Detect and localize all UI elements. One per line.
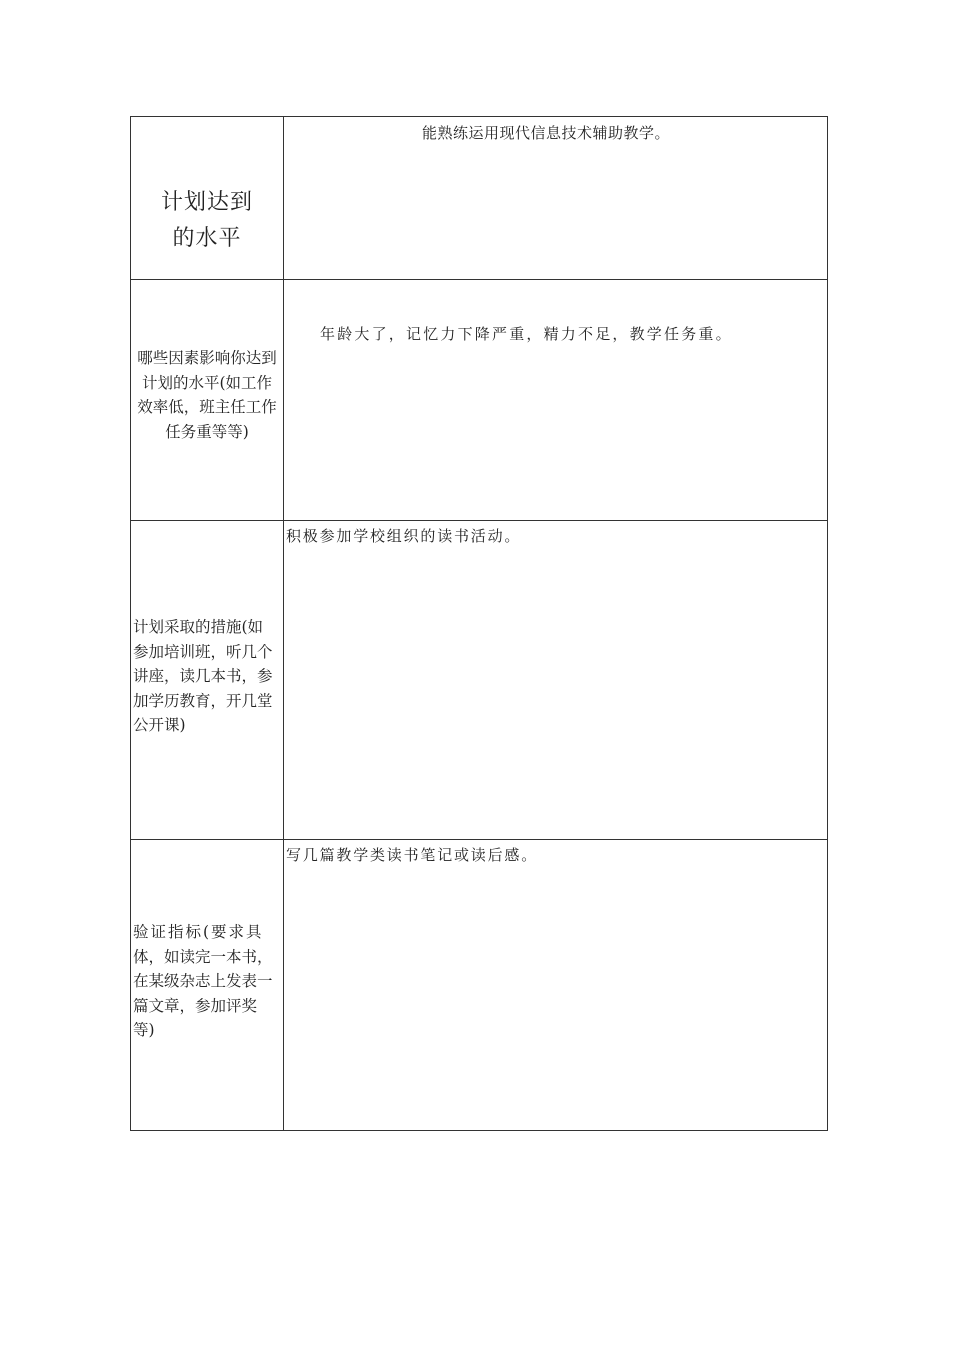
row-label-target-level: [131, 117, 284, 279]
label-line: 的水平: [172, 226, 242, 251]
label-line: 篇文章，参加评奖: [133, 996, 258, 1015]
content-text: 年龄大了，记忆力下降严重，精力不足，教学任务重。: [320, 325, 733, 343]
row-label-influencing-factors: [131, 280, 284, 520]
row-content-target-level: [284, 117, 827, 279]
row-content-influencing-factors: [284, 280, 827, 520]
table-row: [131, 520, 827, 839]
label-line: 哪些因素影响你达到: [137, 349, 277, 367]
label-line: 验证指标(要求具: [133, 923, 264, 941]
label-line: 计划采取的措施(如: [133, 618, 264, 636]
label-line: 任务重等等): [165, 422, 249, 441]
row-label-verification: [131, 840, 284, 1130]
table-row: [131, 839, 827, 1130]
content-text: 写几篇教学类读书笔记或读后感。: [286, 846, 539, 864]
label-line: 体，如读完一本书，: [133, 947, 273, 966]
row-label-measures: [131, 521, 284, 839]
label-line: 等): [133, 1021, 155, 1039]
label-line: 效率低，班主任工作: [137, 398, 277, 416]
table-row: [131, 279, 827, 520]
label-line: 在某级杂志上发表一: [133, 972, 273, 990]
plan-table: [130, 116, 828, 1131]
label-line: 计划达到: [160, 190, 253, 215]
table-row: [131, 117, 827, 279]
content-text: 能熟练运用现代信息技术辅助教学。: [422, 124, 671, 142]
row-content-verification: [284, 840, 827, 1130]
label-line: 公开课): [133, 716, 186, 734]
content-text: 积极参加学校组织的读书活动。: [286, 527, 522, 545]
label-line: 讲座，读几本书，参: [133, 667, 273, 685]
label-line: 参加培训班，听几个: [133, 642, 273, 661]
label-line: 计划的水平(如工作: [141, 373, 273, 392]
row-content-measures: [284, 521, 827, 839]
label-line: 加学历教育，开几堂: [133, 691, 273, 710]
